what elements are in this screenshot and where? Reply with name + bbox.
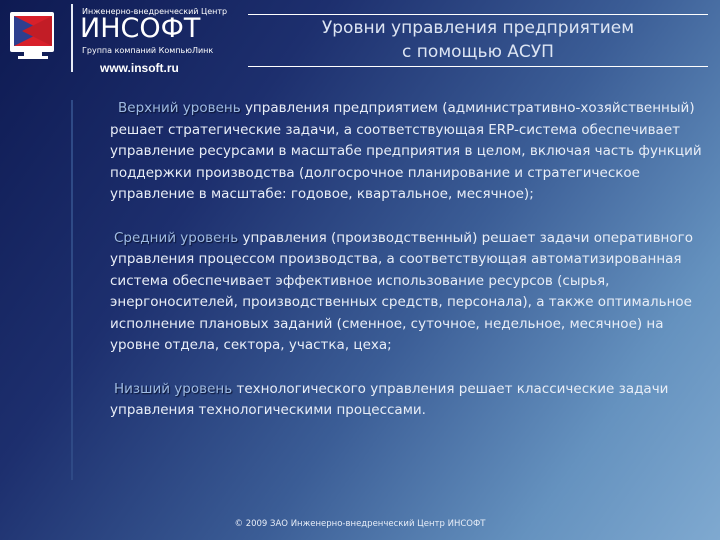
company-logo (4, 4, 236, 76)
keyword-top-level: Верхний уровень (118, 100, 241, 116)
slide-title (248, 16, 708, 64)
logo-url: www.insoft.ru (100, 61, 179, 75)
title-rule-bottom (248, 66, 708, 67)
paragraph-middle-level (110, 228, 710, 357)
copyright-footer: © 2009 ЗАО Инженерно-внедренческий Центр ИНСОФТ (234, 519, 486, 529)
paragraph-top-level (110, 98, 710, 206)
paragraph-text: управления (производственный) решает задачи оперативного управления процессом производства, а соответствующая автоматизированная система обеспечивает эффективное использование ресурсов (сырья, энергоносителей, производственных средств, персонала), а также оптимальное исполнение плановых заданий (сменное, суточное, недельное, месячное) на уровне отдела, сектора, участка, цеха; (110, 229, 693, 353)
logo-tagline: Группа компаний КомпьюЛинк (82, 46, 214, 55)
logo-subtitle: Инженерно-внедренческий Центр (82, 7, 228, 16)
insoft-logo-icon (4, 6, 66, 68)
slide-title-line-1: Уровни управления предприятием (321, 18, 635, 38)
paragraph-text: технологического управления решает классические задачи управления технологическими процессами. (110, 380, 669, 418)
content-accent-bar (71, 100, 73, 480)
logo-name: ИНСОФТ (80, 13, 201, 44)
paragraph-text: управления предприятием (административно-хозяйственный) решает стратегические задачи, а соответствующая ERP-система обеспечивает управление ресурсами в масштабе предприятия в целом, включая часть функций поддержки производства (долгосрочное планирование и стратегическое управление в масштабе: годовое, квартальное, месячное); (110, 100, 702, 202)
keyword-middle-level: Средний уровень (114, 229, 239, 246)
title-rule-top (248, 14, 708, 15)
logo-divider (71, 4, 73, 72)
slide-content (110, 98, 710, 444)
keyword-low-level: Низший уровень (114, 380, 233, 397)
paragraph-low-level (110, 379, 710, 422)
slide-title-line-2: с помощью АСУП (402, 42, 554, 62)
